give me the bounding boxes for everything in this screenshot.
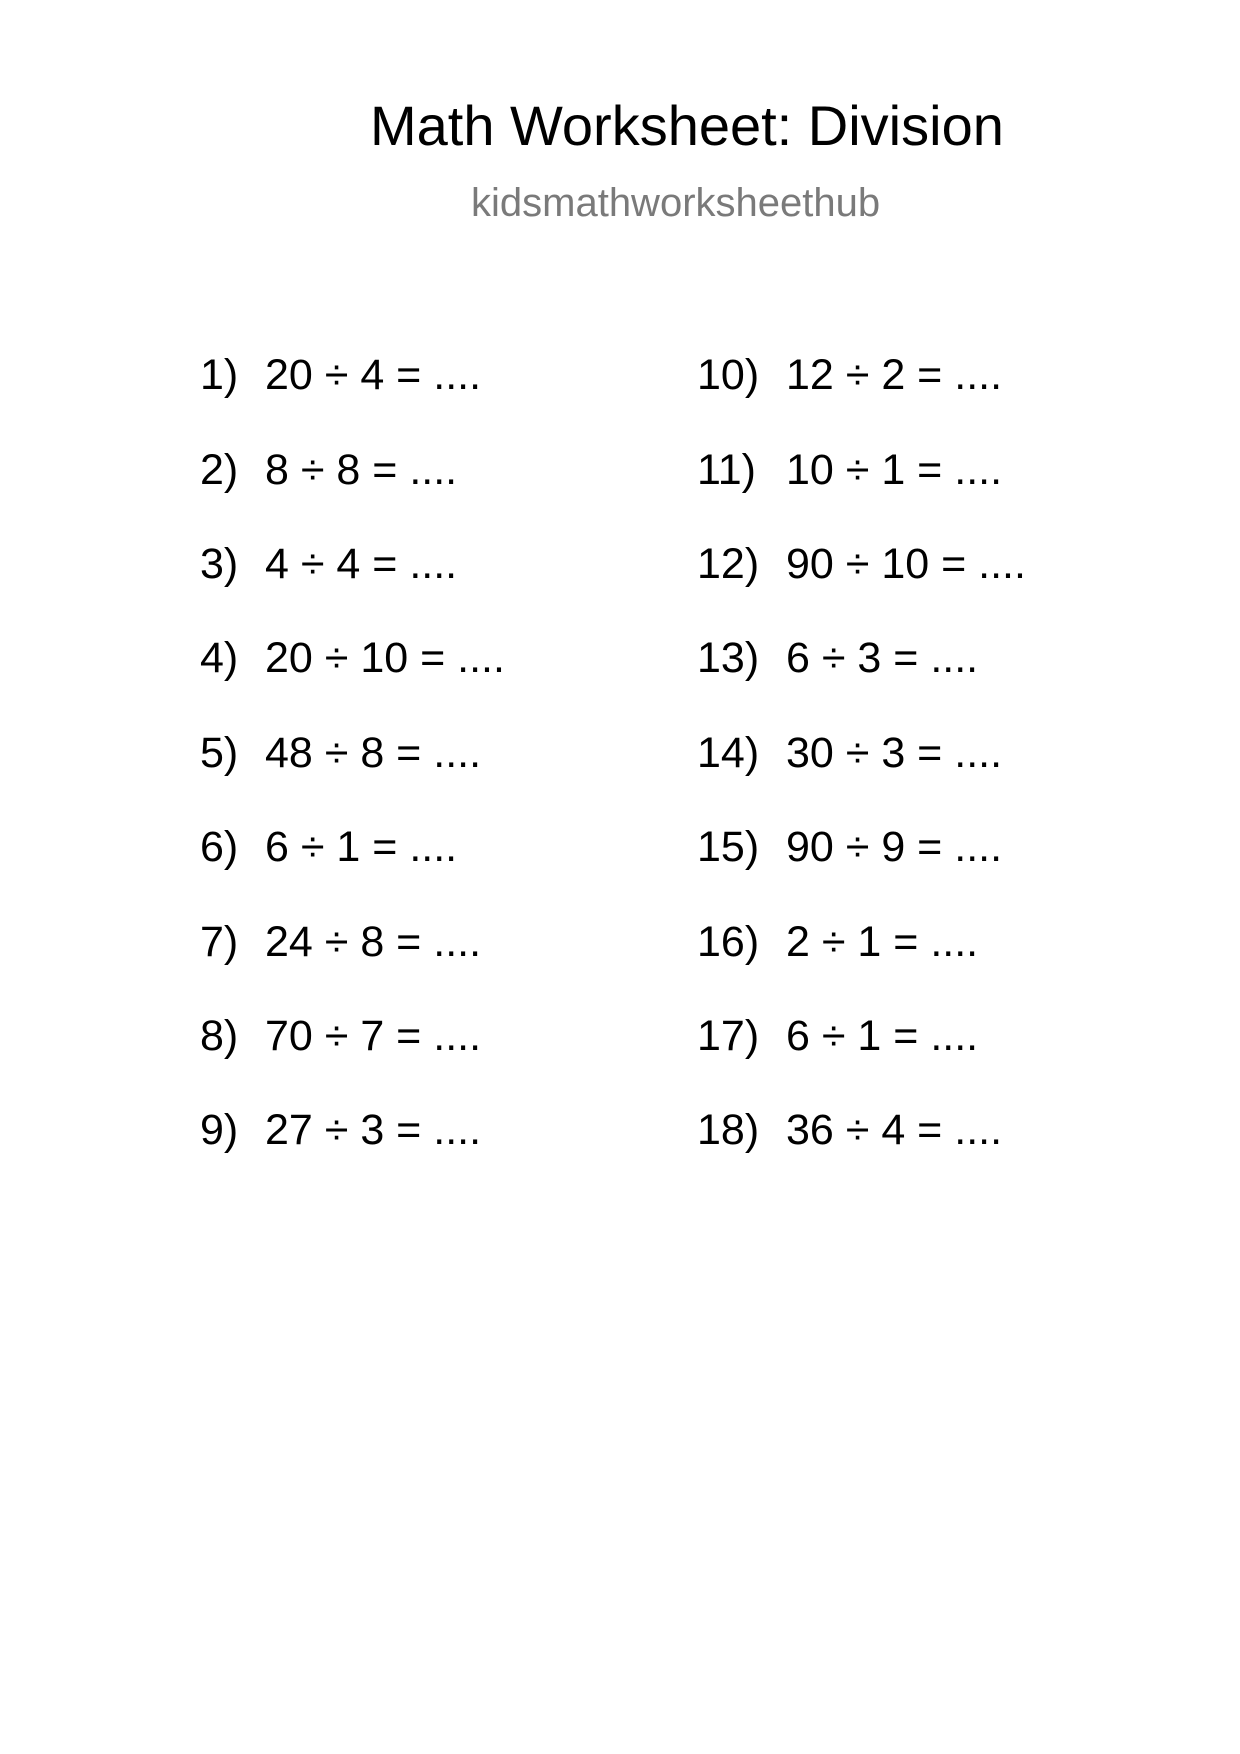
- problem-item: [697, 634, 979, 682]
- problem-expression: 20 ÷ 10 = ....: [265, 634, 505, 682]
- problem-item: [200, 351, 482, 399]
- problem-item: [200, 634, 505, 682]
- problem-number: 12): [697, 540, 760, 588]
- problem-expression: 48 ÷ 8 = ....: [265, 729, 482, 777]
- problem-expression: 90 ÷ 10 = ....: [786, 540, 1026, 588]
- problem-expression: 12 ÷ 2 = ....: [786, 351, 1003, 399]
- problem-expression: 8 ÷ 8 = ....: [265, 446, 458, 494]
- problem-expression: 36 ÷ 4 = ....: [786, 1106, 1003, 1154]
- problem-item: [697, 446, 1003, 494]
- problem-item: [697, 823, 1003, 871]
- problem-item: [200, 1012, 482, 1060]
- problem-number: 17): [697, 1012, 760, 1060]
- problem-number: 3): [200, 540, 239, 588]
- problem-item: [697, 1012, 979, 1060]
- problem-expression: 24 ÷ 8 = ....: [265, 918, 482, 966]
- problem-number: 16): [697, 918, 760, 966]
- problem-item: [200, 1106, 482, 1154]
- problem-number: 11): [697, 446, 756, 494]
- problem-number: 6): [200, 823, 239, 871]
- problem-number: 15): [697, 823, 760, 871]
- problem-item: [200, 823, 458, 871]
- problem-expression: 4 ÷ 4 = ....: [265, 540, 458, 588]
- problem-item: [200, 540, 458, 588]
- problem-number: 9): [200, 1106, 239, 1154]
- problem-number: 7): [200, 918, 239, 966]
- problem-expression: 6 ÷ 3 = ....: [786, 634, 979, 682]
- problem-expression: 90 ÷ 9 = ....: [786, 823, 1003, 871]
- problem-expression: 6 ÷ 1 = ....: [786, 1012, 979, 1060]
- problem-number: 2): [200, 446, 239, 494]
- problem-expression: 10 ÷ 1 = ....: [786, 446, 1003, 494]
- problem-item: [697, 351, 1003, 399]
- problem-number: 4): [200, 634, 239, 682]
- problem-number: 10): [697, 351, 760, 399]
- problem-expression: 30 ÷ 3 = ....: [786, 729, 1003, 777]
- problem-number: 8): [200, 1012, 239, 1060]
- problem-expression: 2 ÷ 1 = ....: [786, 918, 979, 966]
- problem-item: [697, 540, 1026, 588]
- problem-number: 18): [697, 1106, 760, 1154]
- problem-number: 13): [697, 634, 760, 682]
- problem-expression: 27 ÷ 3 = ....: [265, 1106, 482, 1154]
- problem-item: [697, 1106, 1003, 1154]
- problem-expression: 70 ÷ 7 = ....: [265, 1012, 482, 1060]
- problem-expression: 6 ÷ 1 = ....: [265, 823, 458, 871]
- problem-item: [200, 729, 482, 777]
- problem-item: [697, 729, 1003, 777]
- problem-number: 1): [200, 351, 239, 399]
- problem-expression: 20 ÷ 4 = ....: [265, 351, 482, 399]
- page-title: Math Worksheet: Division: [370, 94, 1004, 157]
- page-subtitle: kidsmathworksheethub: [471, 181, 881, 225]
- problem-item: [200, 446, 458, 494]
- problem-number: 14): [697, 729, 760, 777]
- problem-item: [200, 918, 482, 966]
- problem-item: [697, 918, 979, 966]
- problem-number: 5): [200, 729, 239, 777]
